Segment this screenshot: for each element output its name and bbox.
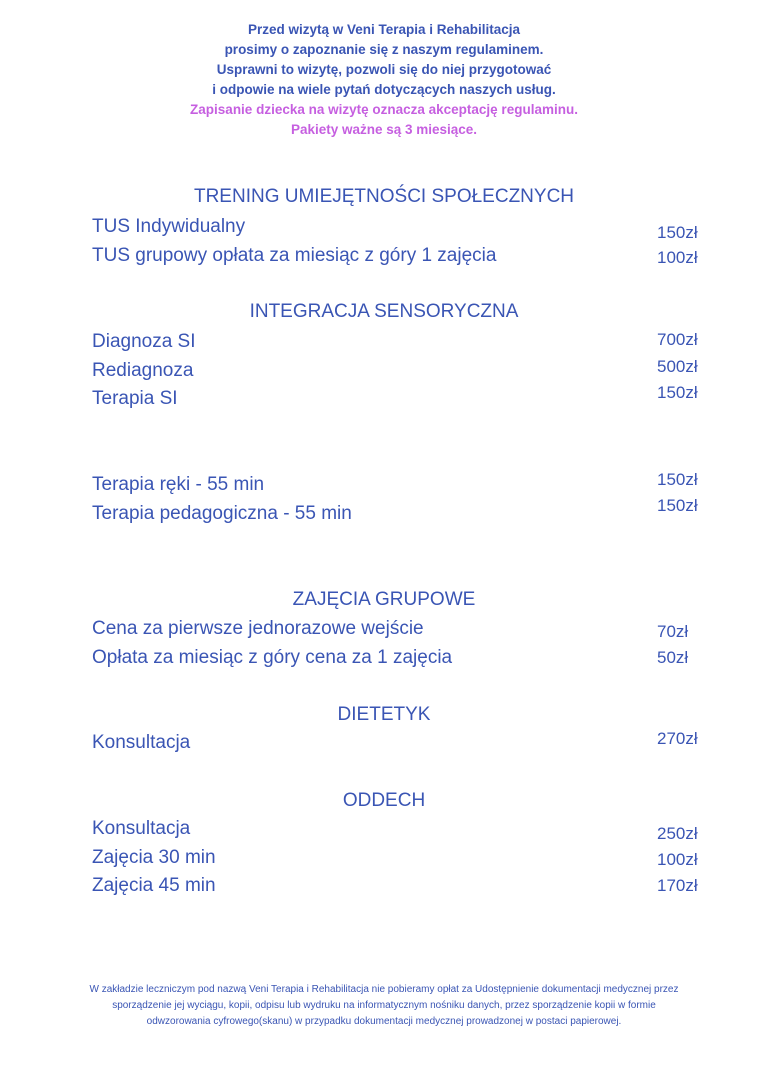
price-value: 70zł: [657, 622, 689, 641]
price-value: 50zł: [657, 648, 689, 667]
intro-line: prosimy o zapoznanie się z naszym regulaminem.: [224, 42, 544, 57]
section-title-group: ZAJĘCIA GRUPOWE: [292, 589, 476, 610]
price-value: 150zł: [657, 383, 698, 402]
price-list-item: Konsultacja: [92, 818, 191, 839]
intro-notice: [0, 20, 768, 140]
price-list-item: Terapia SI: [92, 388, 178, 409]
section-title-si: INTEGRACJA SENSORYCZNA: [249, 301, 519, 322]
price-list-item: Rediagnoza: [92, 360, 194, 381]
intro-line: Przed wizytą w Veni Terapia i Rehabilitacja: [247, 22, 521, 37]
price-list-item: Zajęcia 45 min: [92, 875, 216, 896]
intro-line: Usprawni to wizytę, pozwoli się do niej przygotować: [216, 62, 552, 77]
price-value: 100zł: [657, 248, 698, 267]
price-list-item: Terapia ręki - 55 min: [92, 474, 265, 495]
section-title-tus: TRENING UMIEJĘTNOŚCI SPOŁECZNYCH: [193, 186, 575, 207]
price-list-item: Zajęcia 30 min: [92, 847, 216, 868]
intro-accent-line: Pakiety ważne są 3 miesiące.: [290, 122, 478, 137]
price-value: 150zł: [657, 470, 698, 489]
price-list-item: Terapia pedagogiczna - 55 min: [92, 503, 352, 524]
price-list-item: Cena za pierwsze jednorazowe wejście: [92, 618, 424, 639]
price-list-item: Konsultacja: [92, 732, 191, 753]
price-value: 170zł: [657, 876, 698, 895]
price-value: 500zł: [657, 357, 698, 376]
section-title-diet: DIETETYK: [337, 704, 431, 725]
price-value: 270zł: [657, 729, 698, 748]
price-list-item: Diagnoza SI: [92, 331, 196, 352]
price-value: 700zł: [657, 330, 698, 349]
price-list-item: TUS grupowy opłata za miesiąc z góry 1 zajęcia: [92, 245, 497, 266]
footer-legal-note: W zakładzie leczniczym pod nazwą Veni Terapia i Rehabilitacja nie pobieramy opłat za Udostępnienie dokumentacji medycznej przez sporządzenie jej wyciągu, kopii, odpisu lub wydruku na informatycznym nośniku danych, przez sporządzenie kopii w formie odwzorowania cyfrowego(skanu) w przypadku dokumentacji medycznej prowadzonej w postaci papierowej.: [89, 984, 679, 1027]
intro-accent-line: Zapisanie dziecka na wizytę oznacza akceptację regulaminu.: [190, 102, 578, 117]
price-value: 150zł: [657, 223, 698, 242]
price-value: 100zł: [657, 850, 698, 869]
price-list-item: TUS Indywidualny: [92, 216, 246, 237]
intro-line: i odpowie na wiele pytań dotyczących naszych usług.: [212, 82, 556, 97]
section-title-breath: ODDECH: [342, 790, 426, 811]
price-value: 150zł: [657, 496, 698, 515]
price-value: 250zł: [657, 824, 698, 843]
price-list-item: Opłata za miesiąc z góry cena za 1 zajęcia: [92, 647, 453, 668]
